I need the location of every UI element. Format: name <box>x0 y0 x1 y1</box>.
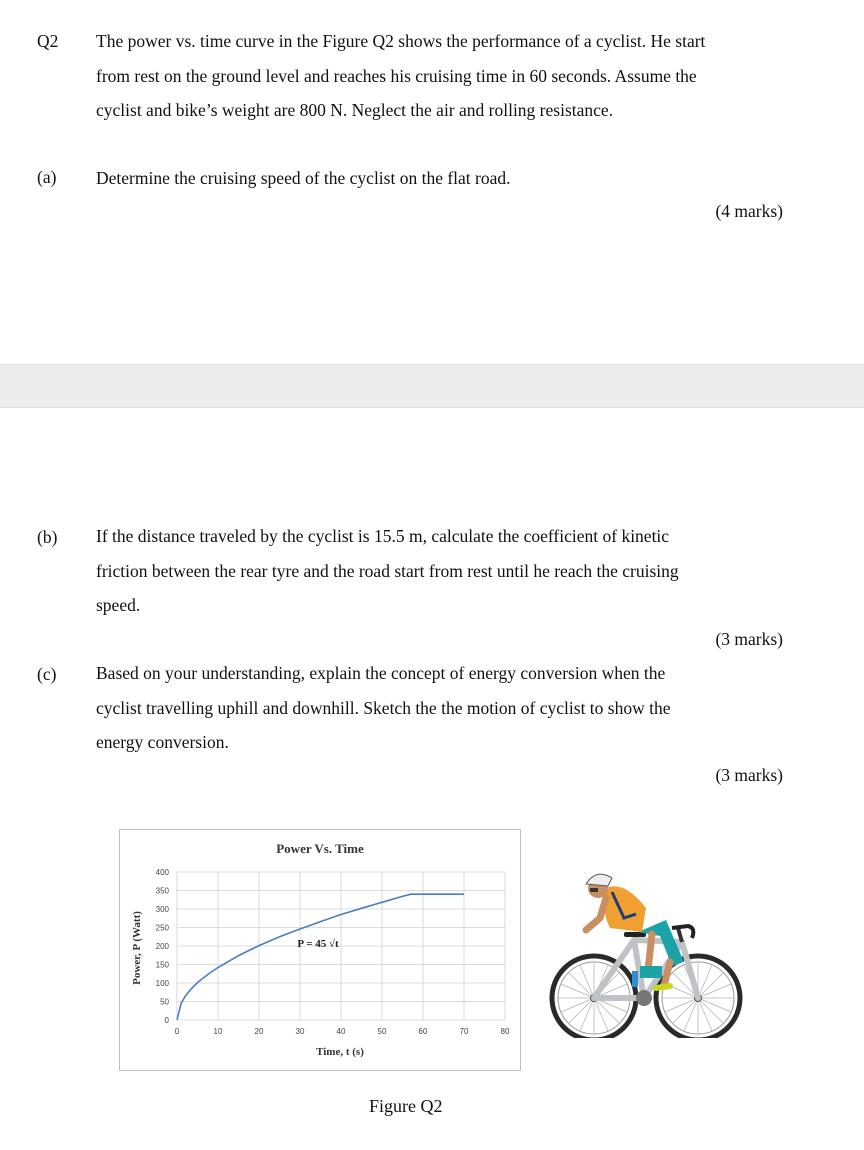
page-separator <box>0 364 864 408</box>
rider <box>586 874 684 988</box>
part-c-line: Based on your understanding, explain the concept of energy conversion when the <box>96 663 666 683</box>
chart-title: Power Vs. Time <box>276 841 364 856</box>
x-tick-label: 60 <box>418 1027 428 1036</box>
y-tick-label: 50 <box>160 997 169 1007</box>
stem-line: cyclist and bike’s weight are 800 N. Neglect the air and rolling resistance. <box>96 100 614 120</box>
x-tick-label: 10 <box>213 1027 223 1036</box>
x-tick-label: 20 <box>254 1027 264 1036</box>
stem-line: from rest on the ground level and reaches his cruising time in 60 seconds. Assume the <box>96 65 697 86</box>
part-c-line: cyclist travelling uphill and downhill. Sketch the the motion of cyclist to show the <box>96 697 671 718</box>
figure-caption: Figure Q2 <box>369 1096 443 1116</box>
x-tick-label: 30 <box>295 1027 305 1036</box>
y-tick-label: 100 <box>155 979 169 988</box>
part-a-label: (a) <box>37 167 57 187</box>
stem-line: The power vs. time curve in the Figure Q2 shows the performance of a cyclist. He start <box>96 31 706 51</box>
part-b-text <box>96 519 783 623</box>
y-tick-label: 150 <box>155 960 169 970</box>
part-b-line: If the distance traveled by the cyclist is 15.5 m, calculate the coefficient of kinetic <box>96 526 670 546</box>
part-b-label: (b) <box>37 527 58 547</box>
x-tick-label: 70 <box>459 1027 469 1036</box>
y-tick-label: 400 <box>155 868 169 877</box>
part-c-line: energy conversion. <box>96 732 229 752</box>
part-b-marks: (3 marks) <box>715 629 783 649</box>
part-c-text <box>96 656 783 760</box>
x-tick-label: 0 <box>174 1027 180 1036</box>
x-tick-label: 40 <box>336 1027 346 1036</box>
y-axis-label: Power, P (Watt) <box>131 911 143 985</box>
question-number: Q2 <box>37 31 59 51</box>
x-axis-label: Time, t (s) <box>316 1046 364 1058</box>
part-a-text: Determine the cruising speed of the cyclist on the flat road. <box>96 168 511 188</box>
x-tick-label: 80 <box>500 1027 510 1036</box>
part-a-marks: (4 marks) <box>715 201 783 221</box>
equation-annotation: P = 45 √t <box>297 938 339 950</box>
x-tick-label: 50 <box>377 1027 387 1036</box>
chart-svg <box>120 830 520 1070</box>
y-tick-label: 200 <box>155 942 169 951</box>
part-b-line: speed. <box>96 595 141 615</box>
power-time-chart <box>119 829 521 1071</box>
part-c-label: (c) <box>37 664 57 684</box>
y-tick-label: 350 <box>155 886 169 896</box>
question-stem <box>96 24 783 128</box>
cyclist-illustration <box>546 858 746 1038</box>
y-tick-label: 250 <box>155 923 169 933</box>
part-c-marks: (3 marks) <box>715 765 783 785</box>
y-tick-label: 300 <box>155 905 169 914</box>
part-b-line: friction between the rear tyre and the road start from rest until he reach the cruising <box>96 560 679 581</box>
y-tick-label: 0 <box>164 1016 169 1025</box>
